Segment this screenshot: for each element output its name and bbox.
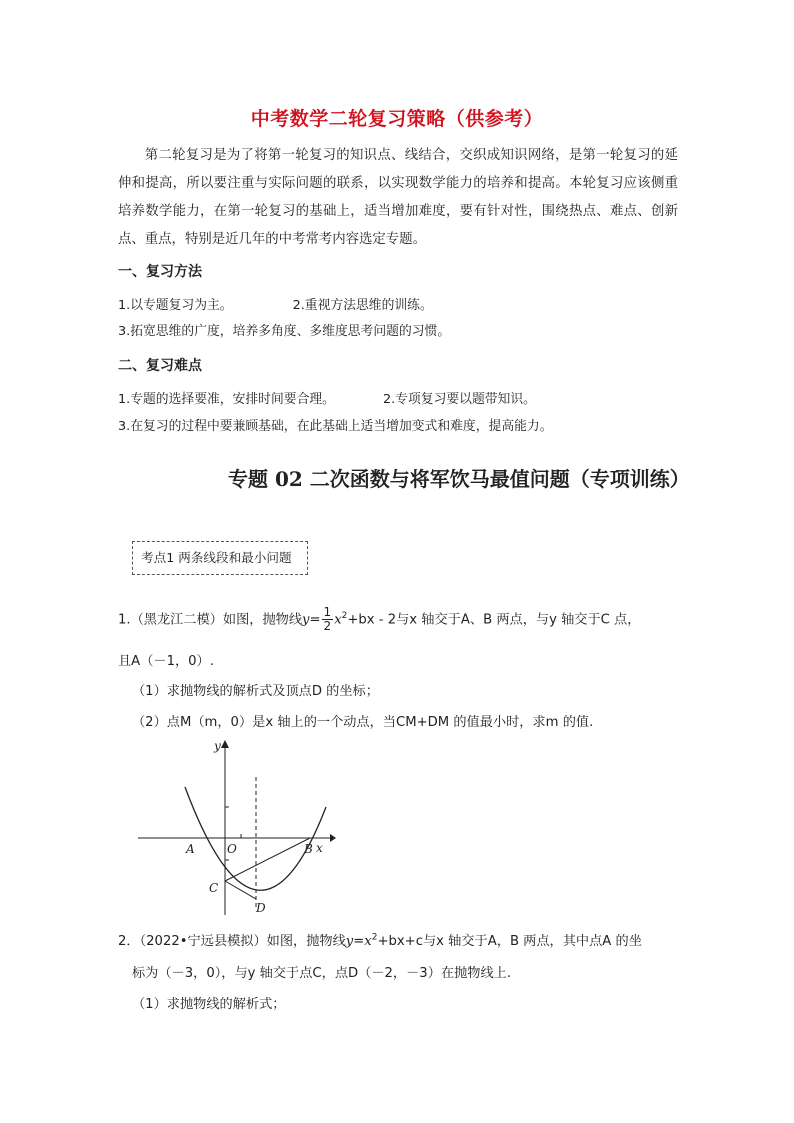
intro-paragraph: 第二轮复习是为了将第一轮复习的知识点、线结合，交织成知识网络，是第一轮复习的延伸和提高，所以要注重与实际问题的联系，以实现数学能力的培养和提高。本轮复习应该侧重培养数学能力，在第一轮复习的基础上，适当增加难度，要有针对性，围绕热点、难点、创新点、重点，特别是近几年的中考常考内容选定专题。: [118, 148, 678, 247]
methods-item-3: 3.拓宽思维的广度，培养多角度、多维度思考问题的习惯。: [118, 324, 451, 339]
parabola-curve: [185, 787, 326, 890]
section-heading-difficulties: 二、复习难点: [118, 358, 202, 374]
section-heading-methods: 一、复习方法: [118, 264, 202, 280]
q1-equals: =: [309, 612, 321, 628]
label-x: x: [316, 841, 323, 855]
x-axis-arrow: [330, 834, 336, 842]
document-title: 中考数学二轮复习策略（供参考）: [250, 108, 544, 130]
difficulties-line-1: [118, 388, 536, 407]
methods-item-1: 1.以专题复习为主。: [118, 298, 233, 313]
q2-rest: +bx+c: [377, 934, 423, 949]
label-b: B: [304, 842, 313, 856]
kaodian-box: 考点1 两条线段和最小问题: [132, 541, 308, 575]
segment-cd: [225, 881, 256, 899]
q2-exponent: 2: [371, 932, 378, 943]
q2-prefix: 2．（2022•宁远县模拟）如图，抛物线: [118, 934, 346, 949]
q1-line-2: 且A（－1，0）.: [118, 654, 214, 669]
methods-item-2: 2.重视方法思维的训练。: [292, 298, 433, 313]
q1-fraction: [322, 606, 334, 633]
q2-line-1: [118, 930, 642, 949]
label-o: O: [227, 842, 237, 856]
segment-cb: [225, 838, 310, 881]
q1-frac-den: 2: [323, 619, 332, 633]
q1-figure: [130, 735, 340, 920]
q1-exponent: 2: [341, 611, 348, 622]
difficulties-item-3: 3.在复习的过程中要兼顾基础，在此基础上适当增加变式和难度，提高能力。: [118, 419, 553, 434]
q2-x-var: x: [364, 934, 372, 949]
q2-line-2: 标为（－3，0），与y 轴交于点C，点D（－2，－3）在抛物线上.: [132, 966, 512, 981]
q2-equals: =: [353, 934, 365, 949]
q1-part-2: （2）点M（m，0）是x 轴上的一个动点，当CM+DM 的值最小时，求m 的值.: [132, 715, 594, 730]
topic-title: 专题 02 二次函数与将军饮马最值问题（专项训练）: [228, 467, 690, 491]
q1-x-var: x: [334, 612, 342, 628]
q2-tail: 与x 轴交于A，B 两点，其中点A 的坐: [422, 934, 642, 949]
label-d: D: [256, 901, 266, 915]
label-c: C: [209, 881, 219, 895]
methods-line-1: [118, 294, 433, 313]
label-a: A: [186, 842, 195, 856]
label-y: y: [214, 739, 221, 753]
q1-tail: 与x 轴交于A、B 两点，与y 轴交于C 点，: [396, 612, 641, 628]
q1-y-var: y: [302, 612, 310, 628]
difficulties-item-2: 2.专项复习要以题带知识。: [382, 392, 536, 407]
q2-part-1: （1）求抛物线的解析式；: [132, 997, 286, 1012]
q2-y-var: y: [345, 934, 354, 949]
q1-line-1: [118, 606, 640, 633]
q1-frac-num: 1: [323, 605, 332, 619]
q1-part-1: （1）求抛物线的解析式及顶点D 的坐标；: [132, 684, 379, 699]
y-axis-arrow: [221, 740, 229, 748]
difficulties-item-1: 1.专题的选择要准，安排时间要合理。: [118, 392, 335, 407]
q1-rest: +bx - 2: [347, 612, 397, 628]
q1-prefix: 1.（黑龙江二模）如图，抛物线: [118, 612, 303, 628]
